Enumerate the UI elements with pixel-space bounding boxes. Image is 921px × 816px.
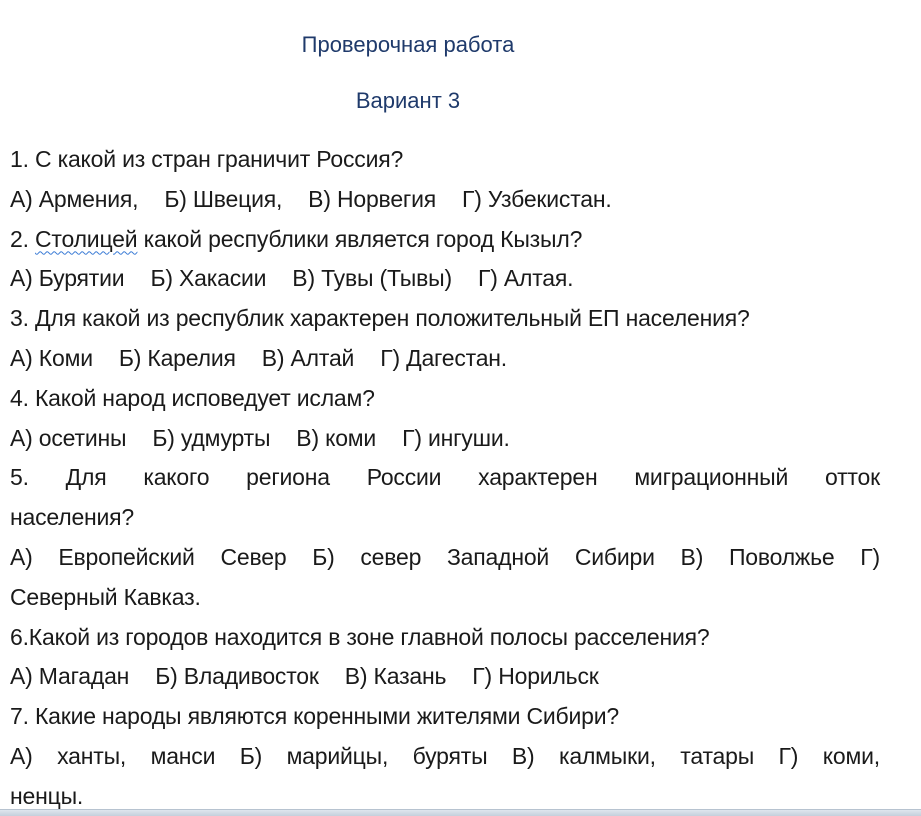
question-4: 4. Какой народ исповедует ислам? [10,384,375,411]
question-word: миграционный [634,464,789,491]
answer-word: север [360,543,422,570]
answer-word: коми, [822,742,880,769]
answers-7-continuation: ненцы. [10,782,84,809]
answer-word: марийцы, [286,742,389,769]
question-text: С какой из стран граничит Россия? [28,146,404,172]
answer-option: А) Коми [10,344,93,371]
answers-2 [10,259,880,299]
window-bottom-edge [0,809,921,816]
answer-word: В) [680,543,704,570]
answer-word: Г) [860,543,880,570]
answer-option: В) коми [296,424,377,451]
answers-4 [10,419,880,459]
answer-word: В) [511,742,535,769]
question-word: Для [65,464,107,491]
answer-word: Поволжье [728,543,835,570]
answer-option: Б) Владивосток [155,663,319,690]
answer-option: Г) Узбекистан. [462,185,612,212]
answer-word: Г) [778,742,799,769]
answer-word: манси [150,742,216,769]
answer-option: Г) Дагестан. [380,344,507,371]
answers-7 [10,737,880,777]
question-number: 2. [10,225,29,252]
question-1 [10,140,880,180]
answer-option: А) осетины [10,424,127,451]
answer-option: В) Норвегия [308,185,436,212]
question-6: 6.Какой из городов находится в зоне главной полосы расселения? [10,623,710,650]
question-5 [10,458,880,498]
question-number: 1. [10,146,29,172]
answer-word: А) [10,742,33,769]
answer-option: Г) Алтая. [477,265,574,292]
answer-word: Сибири [574,543,655,570]
answer-word: А) [10,543,33,570]
answer-option: В) Казань [344,663,447,690]
answer-word: Б) [239,742,263,769]
answer-word: Север [220,543,287,570]
question-word: какого [143,464,210,491]
answer-word: Б) [312,543,335,570]
answer-option: А) Магадан [10,663,130,690]
answer-option: Б) удмурты [152,424,271,451]
question-7: 7. Какие народы являются коренными жителями Сибири? [10,703,620,730]
answers-1 [10,180,880,220]
document-title: Проверочная работа [301,32,515,57]
question-text: какой республики является город Кызыл? [137,225,583,252]
answer-word: буряты [412,742,488,769]
answer-word: ханты, [57,742,127,769]
answers-3 [10,339,880,379]
question-word: 5. [10,464,29,491]
answer-option: Б) Хакасии [150,265,267,292]
answer-option: Г) Норильск [472,663,599,690]
answer-option: Г) ингуши. [402,424,510,451]
answer-option: В) Алтай [261,344,355,371]
question-word: региона [246,464,330,491]
answers-5 [10,538,880,578]
answer-option: А) Бурятии [10,265,125,292]
answer-option: А) Армения, [10,185,139,212]
answer-word: Западной [446,543,550,570]
answers-5-continuation: Северный Кавказ. [10,583,201,610]
question-5-continuation: населения? [10,504,135,531]
question-word: характерен [478,464,598,491]
question-word: России [366,464,442,491]
question-2 [10,220,880,260]
answer-word: Европейский [58,543,195,570]
spellcheck-underlined-word: Столицей [35,225,138,252]
answer-option: Б) Карелия [118,344,236,371]
answer-word: татары [680,742,755,769]
questions-body [10,140,880,816]
answer-option: Б) Швеция, [164,185,283,212]
question-3: 3. Для какой из республик характерен положительный ЕП населения? [10,305,750,332]
variant-heading: Вариант 3 [355,88,461,113]
answer-option: В) Тувы (Тывы) [292,265,452,292]
answer-word: калмыки, [558,742,656,769]
answers-6 [10,657,880,697]
question-word: отток [824,464,880,491]
